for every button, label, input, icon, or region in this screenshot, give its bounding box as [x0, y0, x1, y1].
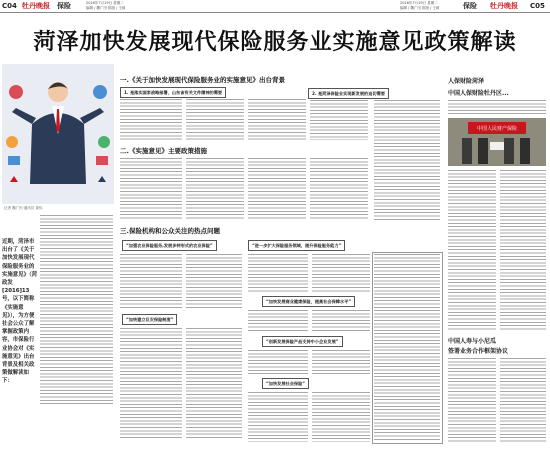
- section-2-col-4: [310, 158, 368, 220]
- subhead-3: “加强农业保险服务,发展多种形式的农业保险”: [122, 240, 217, 251]
- right-article-2-subtitle: 签署业务合作框架协议: [448, 348, 509, 355]
- section-1-title: 一.《关于加快发展现代保险服务业的实施意见》出台背景: [120, 76, 285, 84]
- subhead-2: 2. 是菏泽保险业实现新发展的迫切需要: [308, 88, 389, 99]
- right-kicker: 人保财险菏泽: [448, 78, 485, 85]
- section-3-col-2b: [186, 328, 242, 438]
- subhead-5: “进一步扩大保险服务领域，提升保险服务能力”: [248, 240, 345, 251]
- section-3-col-4b: [312, 310, 370, 332]
- section-1-col-2: [186, 99, 244, 141]
- insurance-icons-illustration: [2, 64, 114, 204]
- section-3-col-1a: [120, 254, 182, 310]
- right-date: 2016年7月19日 星期二: [400, 1, 438, 5]
- section-2-title: 二.《实施意见》主要政策措施: [120, 147, 207, 155]
- section-2-col-2: [186, 158, 244, 220]
- section-2-col-1: [120, 158, 182, 220]
- left-editor: 编辑 / 魏广田 排版 / 王硕: [86, 6, 126, 10]
- right-middle-column: [374, 100, 440, 220]
- left-section-name: 保险: [57, 2, 71, 10]
- right-col-1: [448, 170, 496, 330]
- right-article-intro: [448, 100, 546, 116]
- subhead-8: “加快发展社会保险”: [262, 378, 309, 389]
- lead-paragraph: 近期，菏泽市出台了《关于加快发展现代保险服务业的实施意见》（菏政发[2016]13号，以下简称《实施意见》），为方便社会公众了解掌握政策内容，市保险行业协会对《实施意见》出台背景及相关政策做解读如下：: [2, 239, 38, 385]
- page-header: [0, 0, 550, 13]
- section-3-col-3d: [248, 392, 308, 442]
- right-section-name: 保险: [463, 2, 477, 10]
- right-col-4: [500, 358, 546, 442]
- right-article-2-title: 中国人寿与小尼瓜: [448, 338, 497, 345]
- svg-text:中国人民财产保险: 中国人民财产保险: [476, 126, 518, 132]
- right-col-3: [448, 358, 496, 442]
- left-date: 2016年7月19日 星期二: [86, 1, 124, 5]
- businessman-illustration: [2, 64, 114, 204]
- section-3-col-3c: [248, 350, 308, 374]
- section-3-title: 三.保险机构和公众关注的热点问题: [120, 227, 220, 235]
- section-1-col-1: [120, 99, 182, 141]
- right-brand-logo: 牡丹晚报: [490, 2, 518, 10]
- subhead-1: 1. 是落实国家战略部署，山东省有关文件精神的需要: [120, 87, 226, 98]
- left-brand-logo: 牡丹晚报: [22, 2, 50, 10]
- section-3-col-4d: [312, 392, 370, 442]
- ceremony-photo-image: [448, 118, 546, 166]
- section-3-col-4c: [312, 350, 370, 374]
- section-3-col-3b: [248, 310, 308, 332]
- ceremony-photo: [448, 118, 546, 166]
- section-3-col-1b: [120, 328, 182, 438]
- right-article-title: 中国人保财险牡丹区...: [448, 90, 509, 97]
- subhead-6: “加快发展商业健康保险，提高社会保障水平”: [262, 296, 355, 307]
- section-1-col-3: [248, 99, 306, 141]
- right-page-number: C05: [530, 2, 545, 10]
- lead-body-text: [40, 215, 113, 405]
- main-headline: 菏泽加快发展现代保险服务业实施意见政策解读: [33, 30, 517, 55]
- section-2-col-3: [248, 158, 306, 220]
- left-page-number: C04: [2, 2, 17, 10]
- subhead-4: “加快建立巨灾保险制度”: [122, 314, 177, 325]
- figure-caption: 记者 魏广田 通讯员 姜伟: [4, 206, 43, 210]
- section-3-col-2a: [186, 254, 242, 310]
- section-3-col-3a: [248, 254, 308, 292]
- right-col-2: [500, 170, 546, 330]
- section-3-col-4a: [312, 254, 370, 292]
- section-1-col-4: [310, 100, 368, 140]
- right-editor: 编辑 / 魏广田 排版 / 王硕: [400, 6, 440, 10]
- subhead-7: “创新发展保险产品支持中小企业发展”: [262, 336, 343, 347]
- sidebar-box: [372, 252, 443, 444]
